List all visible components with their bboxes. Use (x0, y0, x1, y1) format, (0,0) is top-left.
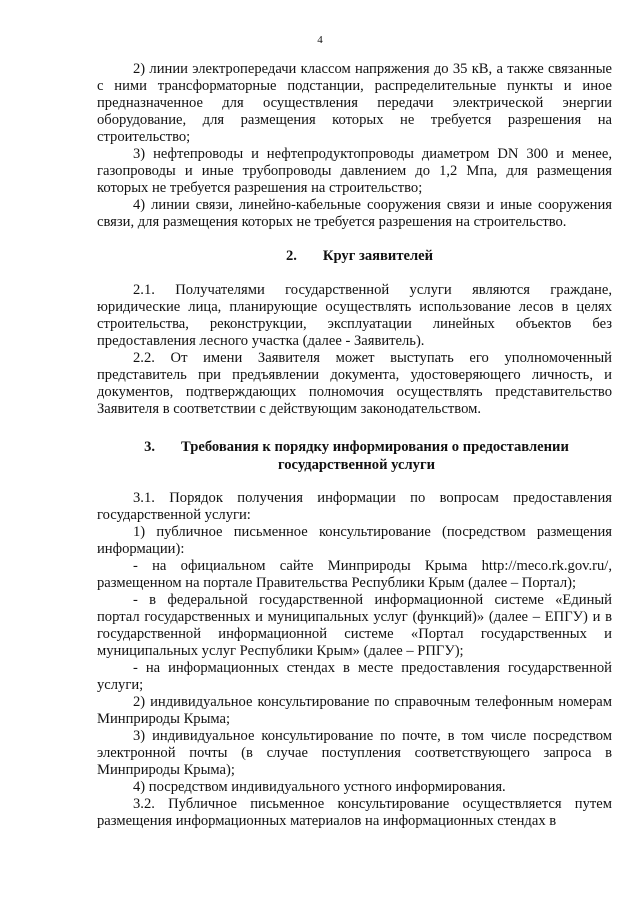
paragraph-3-1-item-4: 4) посредством индивидуального устного информирования. (133, 779, 506, 795)
paragraph-3-1-item-3: 3) индивидуальное консультирование по почте, в том числе посредством электронной почты (в случае поступления соответствующего запроса в Минприроды Крыма); (97, 728, 612, 778)
paragraph-list-item-4: 4) линии связи, линейно-кабельные сооружения связи и иные сооружения связи, для размещения которых не требуется разрешения на строительство. (97, 197, 612, 230)
document-body (97, 61, 612, 830)
page-number: 4 (317, 34, 323, 46)
paragraph-3-1-bullet-epgu: - в федеральной государственной информационной системе «Единый портал государственных и муниципальных услуг (функций)» (далее – ЕПГУ) и в государственной информационной системе «Портал государственных и муниципальных услуг Республики Крым» (далее – РПГУ); (97, 592, 612, 659)
paragraph-3-1-bullet-portal: - на официальном сайте Минприроды Крыма http://meco.rk.gov.ru/, размещенном на портале Правительства Республики Крым (далее – Портал); (97, 558, 612, 591)
section-2-heading (97, 247, 612, 265)
section-2-number: 2. (285, 248, 297, 264)
paragraph-3-2: 3.2. Публичное письменное консультирование осуществляется путем размещения информационных материалов на информационных стендах в (97, 796, 612, 829)
paragraph-2-1: 2.1. Получателями государственной услуги являются граждане, юридические лица, планирующие осуществлять использование лесов в целях строительства, реконструкции, эксплуатации линейных объектов без предоставления лесного участка (далее - Заявитель). (97, 282, 612, 349)
paragraph-list-item-2: 2) линии электропередачи классом напряжения до 35 кВ, а также связанные с ними трансформаторные подстанции, распределительные пункты и иное предназначенное для осуществления передачи электрической энергии оборудование, для размещения которых не требуется разрешения на строительство; (97, 61, 612, 145)
section-3-title: Требования к порядку информирования о предоставлении государственной услуги (181, 439, 569, 473)
paragraph-3-1-item-2: 2) индивидуальное консультирование по справочным телефонным номерам Минприроды Крыма; (97, 694, 612, 727)
section-3-number: 3. (144, 439, 156, 455)
paragraph-3-1-bullet-stands: - на информационных стендах в месте предоставления государственной услуги; (97, 660, 612, 693)
section-3-heading (97, 438, 612, 474)
paragraph-3-1: 3.1. Порядок получения информации по вопросам предоставления государственной услуги: (97, 490, 612, 523)
section-2-title: Круг заявителей (322, 248, 434, 264)
paragraph-3-1-item-1: 1) публичное письменное консультирование (посредством размещения информации): (97, 524, 612, 557)
paragraph-list-item-3: 3) нефтепроводы и нефтепродуктопроводы диаметром DN 300 и менее, газопроводы и иные трубопроводы давлением до 1,2 Мпа, для размещения которых не требуется разрешения на строительство; (97, 146, 612, 196)
paragraph-2-2: 2.2. От имени Заявителя может выступать его уполномоченный представитель при предъявлении документа, удостоверяющего личность, и документов, подтверждающих полномочия осуществлять представительство Заявителя в соответствии с действующим законодательством. (97, 350, 612, 417)
